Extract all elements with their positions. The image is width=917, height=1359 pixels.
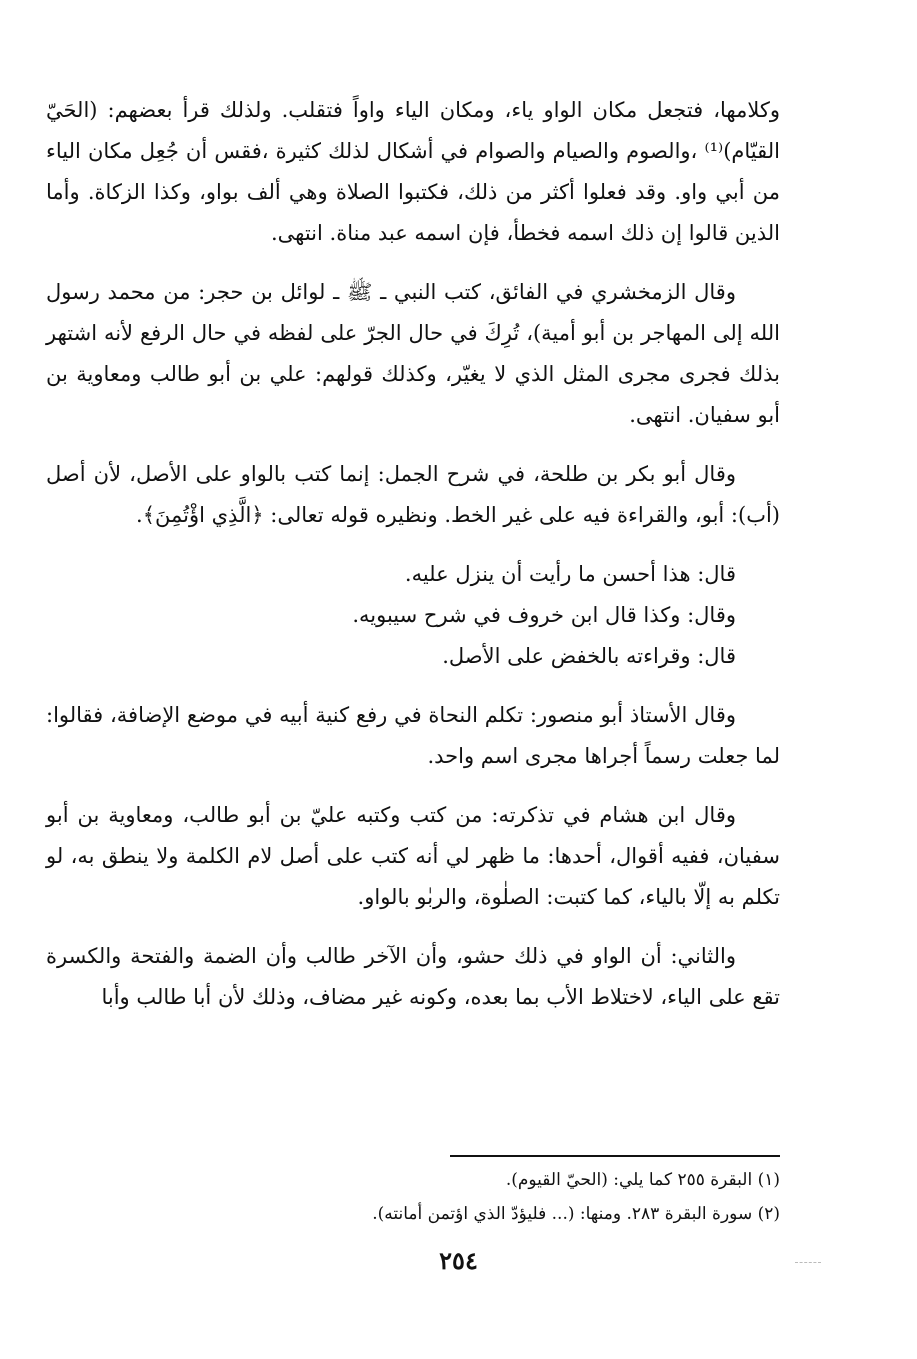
quote-block <box>46 554 780 677</box>
page-body <box>46 90 780 1036</box>
paragraph-1: وكلامها، فتجعل مكان الواو ياء، ومكان الياء واواً فتقلب. ولذلك قرأ بعضهم: (الحَيّ القيّام)⁽¹⁾ ،والصوم والصيام والصوام في أشكال لذلك كثيرة ،فقس أن جُعِل مكان الياء من أبي واو. وقد فعلوا أكثر من ذلك، فكتبوا الصلاة وهي ألف بواو، وكذا الزكاة. وأما الذين قالوا إن ذلك اسمه فخطأ، فإن اسمه عبد مناة. انتهى. <box>46 98 780 245</box>
paragraph-4: وقال الأستاذ أبو منصور: تكلم النحاة في رفع كنية أبيه في موضع الإضافة، فقالوا: لما جعلت رسماً أجراها مجرى اسم واحد. <box>46 703 780 768</box>
quote-line-2: وقال: وكذا قال ابن خروف في شرح سيبويه. <box>352 603 736 627</box>
footnote-divider <box>450 1155 780 1157</box>
scan-artifact-line <box>795 1262 821 1263</box>
paragraph-5: وقال ابن هشام في تذكرته: من كتب وكتبه عليّ بن أبو طالب، ومعاوية بن أبو سفيان، ففيه أقوال، أحدها: ما ظهر لي أنه كتب على أصل لام الكلمة ولا ينطق به، لو تكلم به إلّا بالياء، كما كتبت: الصلٰوة، والربٰو بالواو. <box>46 803 780 909</box>
paragraph-3: وقال أبو بكر بن طلحة، في شرح الجمل: إنما كتب بالواو على الأصل، لأن أصل (أب): أبو، والقراءة فيه على غير الخط. ونظيره قوله تعالى: ﴿الَّذِي اؤْتُمِنَ﴾. <box>46 462 780 527</box>
footnotes <box>140 1163 780 1231</box>
quote-line-3: قال: وقراءته بالخفض على الأصل. <box>442 644 736 668</box>
page-number: ٢٥٤ <box>439 1246 478 1275</box>
paragraph-6: والثاني: أن الواو في ذلك حشو، وأن الآخر طالب وأن الضمة والفتحة والكسرة تقع على الياء، لاختلاط الأب بما بعده، وكونه غير مضاف، وذلك لأن أبا طالب وأبا <box>46 944 780 1009</box>
footnote-1: (١) البقرة ٢٥٥ كما يلي: (الحيّ القيوم). <box>505 1170 780 1190</box>
footnote-2: (٢) سورة البقرة ٢٨٣. ومنها: (... فليؤدّ الذي اؤتمن أمانته). <box>372 1204 780 1224</box>
quote-line-1: قال: هذا أحسن ما رأيت أن ينزل عليه. <box>404 562 736 586</box>
paragraph-2: وقال الزمخشري في الفائق، كتب النبي ـ ﷺ ـ لوائل بن حجر: من محمد رسول الله إلى المهاجر بن أبو أمية)، تُرِكَ في حال الجرّ على لفظه في حال الرفع لأنه اشتهر بذلك فجرى مجرى المثل الذي لا يغيّر، وكذلك قولهم: علي بن أبو طالب ومعاوية بن أبو سفيان. انتهى. <box>46 280 780 427</box>
